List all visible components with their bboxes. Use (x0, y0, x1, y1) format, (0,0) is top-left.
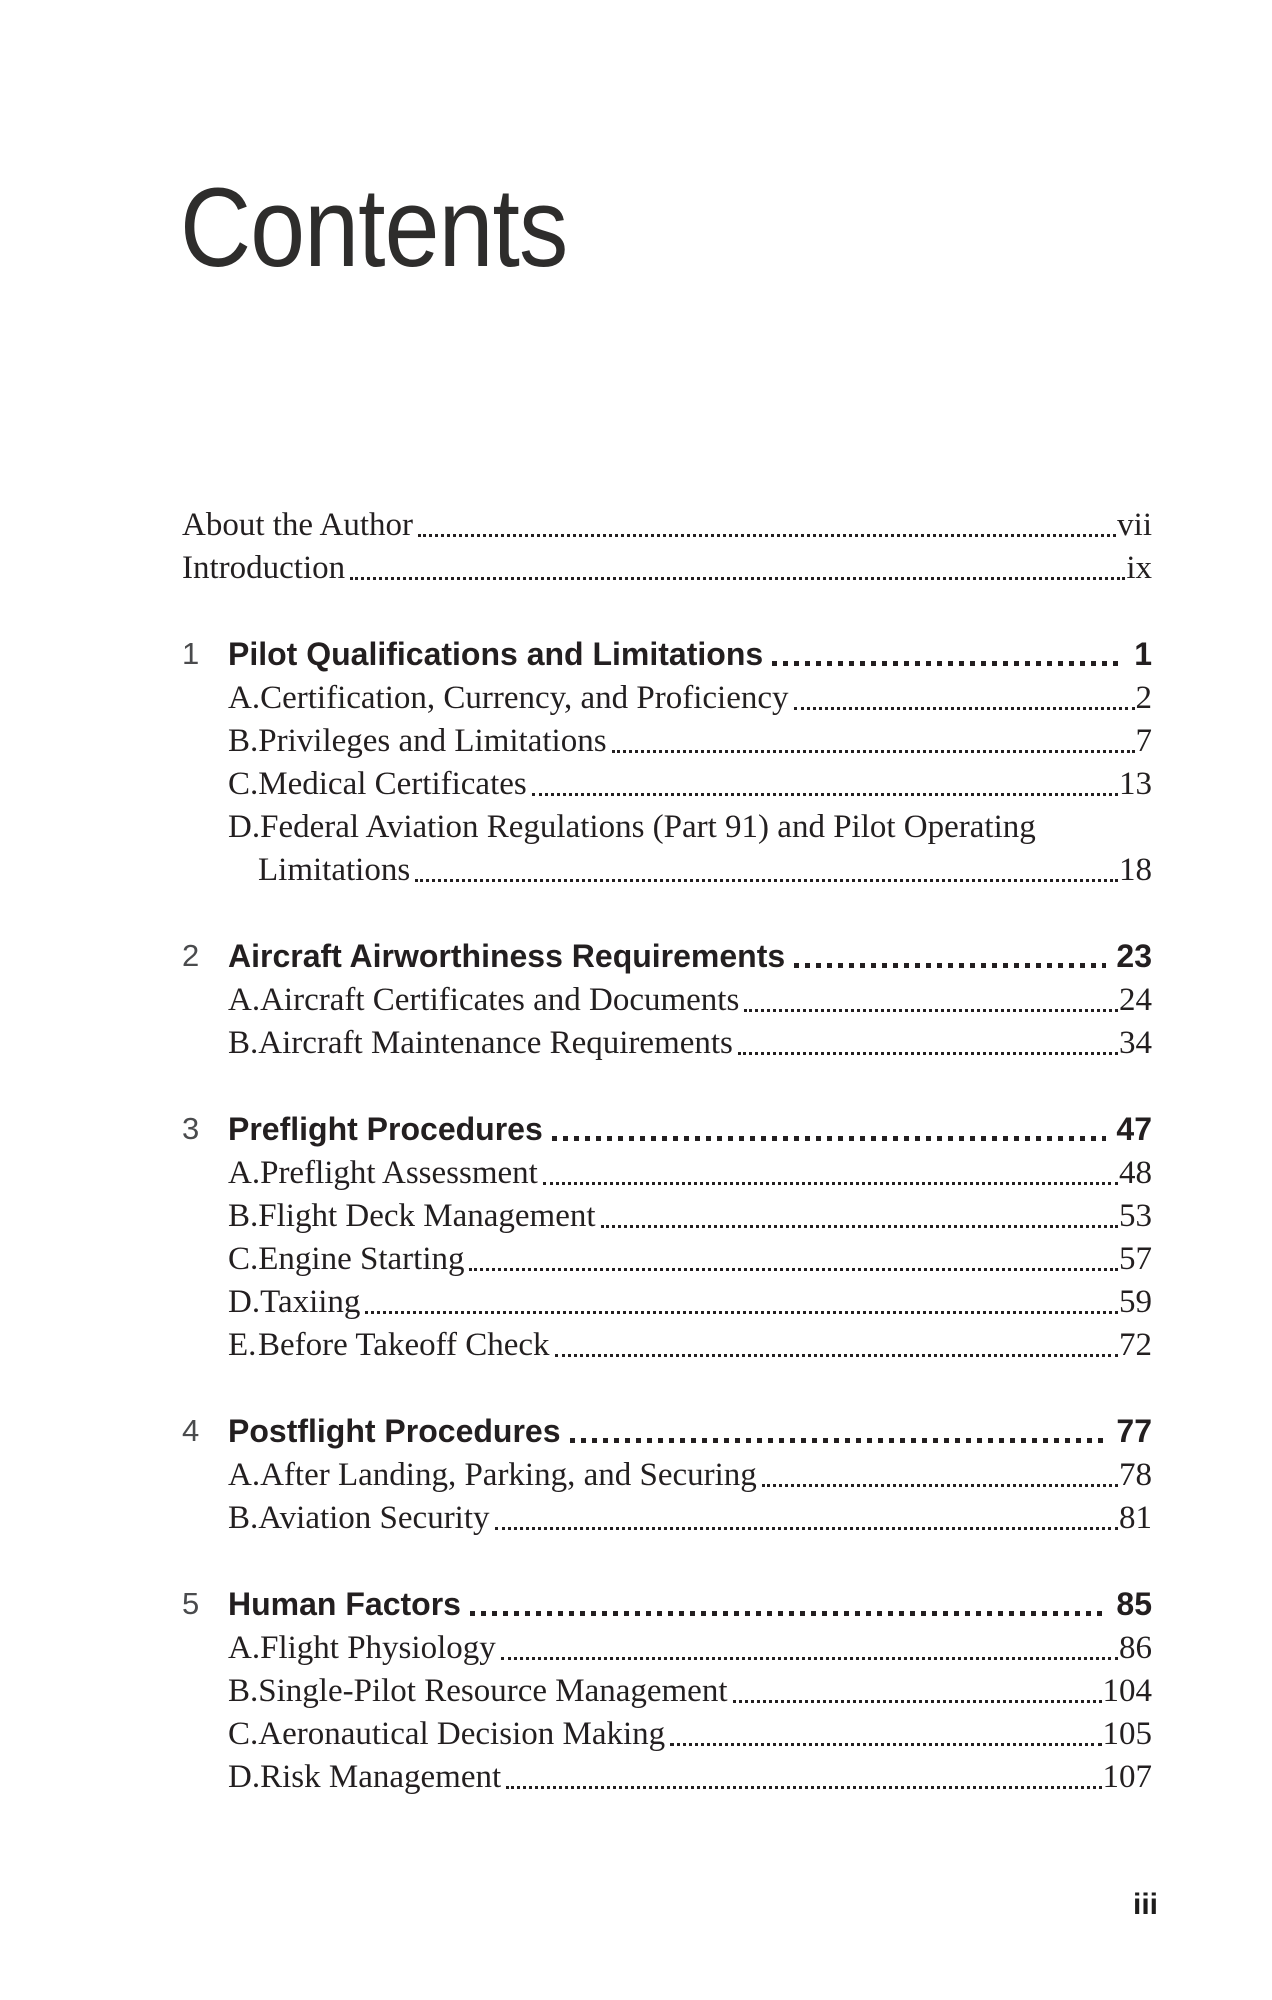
chapter-entry (182, 1408, 1152, 1454)
chapter-title: Preflight Procedures (228, 1111, 543, 1147)
section-entry (182, 763, 1152, 806)
section-letter: A. (228, 982, 261, 1018)
toc-entry-label: Introduction (182, 550, 346, 586)
section-label: Taxiing (260, 1284, 361, 1320)
section-letter: C. (228, 1241, 259, 1277)
section-label: Before Takeoff Check (258, 1327, 550, 1363)
section-list (182, 1454, 1152, 1540)
section-page: 18 (1119, 852, 1152, 888)
section-page: 24 (1119, 982, 1152, 1018)
section-entry-line2 (182, 849, 1152, 892)
dot-leader (418, 534, 1116, 537)
section-list (182, 1152, 1152, 1367)
chapter-number: 3 (182, 1111, 200, 1146)
chapter-page: 23 (1116, 938, 1152, 974)
chapter-page: 77 (1116, 1413, 1152, 1449)
dot-leader (552, 1136, 1107, 1141)
section-entry (182, 1281, 1152, 1324)
dot-leader (415, 879, 1118, 882)
chapter-group (182, 1408, 1152, 1540)
chapter-number: 1 (182, 636, 200, 671)
section-letter: A. (228, 1155, 261, 1191)
dot-leader (532, 793, 1118, 796)
section-label: Aircraft Maintenance Requirements (258, 1025, 733, 1061)
section-page: 34 (1119, 1025, 1152, 1061)
section-entry (182, 1497, 1152, 1540)
section-page: 7 (1135, 723, 1152, 759)
dot-leader (733, 1700, 1102, 1703)
section-entry (182, 1022, 1152, 1065)
section-list (182, 1627, 1152, 1799)
section-label-continued: Limitations (258, 852, 411, 888)
chapter-page: 85 (1116, 1586, 1152, 1622)
chapter-title: Aircraft Airworthiness Requirements (228, 938, 786, 974)
chapter-title: Postflight Procedures (228, 1413, 561, 1449)
chapter-entry (182, 631, 1152, 677)
section-letter: B. (228, 1673, 259, 1709)
section-entry (182, 1454, 1152, 1497)
section-letter: B. (228, 723, 259, 759)
section-page: 81 (1119, 1500, 1152, 1536)
section-entry (182, 720, 1152, 763)
toc-entry-page: ix (1126, 550, 1152, 586)
chapter-title: Pilot Qualifications and Limitations (228, 636, 764, 672)
section-letter: D. (228, 1284, 261, 1320)
section-letter: D. (228, 809, 261, 845)
section-entry (182, 1324, 1152, 1367)
section-page: 48 (1119, 1155, 1152, 1191)
section-label: Single-Pilot Resource Management (258, 1673, 728, 1709)
section-letter: A. (228, 1457, 261, 1493)
chapter-page: 47 (1116, 1111, 1152, 1147)
toc-entry-page: vii (1117, 507, 1152, 543)
section-list (182, 979, 1152, 1065)
section-label: Medical Certificates (258, 766, 527, 802)
dot-leader (543, 1182, 1118, 1185)
section-page: 72 (1119, 1327, 1152, 1363)
section-label: Flight Physiology (260, 1630, 496, 1666)
section-entry-wrapped (182, 806, 1152, 892)
section-label: Aeronautical Decision Making (258, 1716, 666, 1752)
section-page: 78 (1119, 1457, 1152, 1493)
section-label: Preflight Assessment (260, 1155, 538, 1191)
section-list (182, 677, 1152, 892)
section-letter: E. (228, 1327, 257, 1363)
chapter-number: 5 (182, 1586, 200, 1621)
section-page: 2 (1135, 680, 1152, 716)
dot-leader (762, 1484, 1118, 1487)
section-page: 107 (1102, 1759, 1152, 1795)
section-letter: B. (228, 1025, 259, 1061)
dot-leader (469, 1268, 1118, 1271)
section-page: 13 (1119, 766, 1152, 802)
dot-leader (555, 1354, 1118, 1357)
section-entry (182, 1756, 1152, 1799)
section-entry (182, 1627, 1152, 1670)
page-title: Contents (180, 165, 568, 290)
section-page: 59 (1119, 1284, 1152, 1320)
section-page: 86 (1119, 1630, 1152, 1666)
page-number-folio: iii (1132, 1888, 1158, 1921)
section-label: Flight Deck Management (258, 1198, 596, 1234)
chapter-number: 2 (182, 938, 200, 973)
section-letter: B. (228, 1500, 259, 1536)
chapter-group (182, 933, 1152, 1065)
section-letter: D. (228, 1759, 261, 1795)
chapter-title: Human Factors (228, 1586, 461, 1622)
dot-leader (350, 577, 1125, 580)
dot-leader (794, 707, 1135, 710)
dot-leader (506, 1786, 1101, 1789)
section-entry (182, 677, 1152, 720)
section-letter: A. (228, 680, 261, 716)
toc-entry-label: About the Author (182, 507, 413, 543)
section-label: Privileges and Limitations (258, 723, 607, 759)
section-label: Engine Starting (258, 1241, 465, 1277)
section-page: 57 (1119, 1241, 1152, 1277)
chapter-list (182, 631, 1152, 1799)
chapter-entry (182, 933, 1152, 979)
dot-leader (670, 1743, 1101, 1746)
dot-leader (612, 750, 1135, 753)
section-letter: C. (228, 766, 259, 802)
section-label: After Landing, Parking, and Securing (260, 1457, 757, 1493)
chapter-page: 1 (1134, 636, 1152, 672)
section-letter: C. (228, 1716, 259, 1752)
dot-leader (470, 1611, 1106, 1616)
table-of-contents (182, 504, 1152, 1799)
section-entry (182, 1152, 1152, 1195)
section-page: 53 (1119, 1198, 1152, 1234)
chapter-group (182, 1106, 1152, 1367)
section-letter: A. (228, 1630, 261, 1666)
section-page: 104 (1102, 1673, 1152, 1709)
chapter-entry (182, 1106, 1152, 1152)
section-letter: B. (228, 1198, 259, 1234)
dot-leader (744, 1009, 1118, 1012)
chapter-group (182, 631, 1152, 892)
chapter-entry (182, 1581, 1152, 1627)
dot-leader (365, 1311, 1118, 1314)
dot-leader (794, 963, 1106, 968)
dot-leader (495, 1527, 1118, 1530)
section-entry (182, 1238, 1152, 1281)
section-label: Federal Aviation Regulations (Part 91) and Pilot Operating (260, 809, 1036, 845)
section-label: Aircraft Certificates and Documents (260, 982, 740, 1018)
dot-leader (738, 1052, 1118, 1055)
section-entry (182, 1670, 1152, 1713)
section-entry (182, 979, 1152, 1022)
section-label: Aviation Security (258, 1500, 490, 1536)
section-entry (182, 1713, 1152, 1756)
front-matter-list (182, 504, 1152, 590)
section-page: 105 (1102, 1716, 1152, 1752)
dot-leader (501, 1657, 1118, 1660)
dot-leader (772, 661, 1124, 666)
section-label: Certification, Currency, and Proficiency (260, 680, 789, 716)
section-label: Risk Management (260, 1759, 502, 1795)
dot-leader (601, 1225, 1118, 1228)
section-entry-line1 (182, 806, 1152, 849)
toc-entry (182, 504, 1152, 547)
toc-entry (182, 547, 1152, 590)
section-entry (182, 1195, 1152, 1238)
dot-leader (570, 1438, 1107, 1443)
chapter-group (182, 1581, 1152, 1799)
chapter-number: 4 (182, 1413, 200, 1448)
